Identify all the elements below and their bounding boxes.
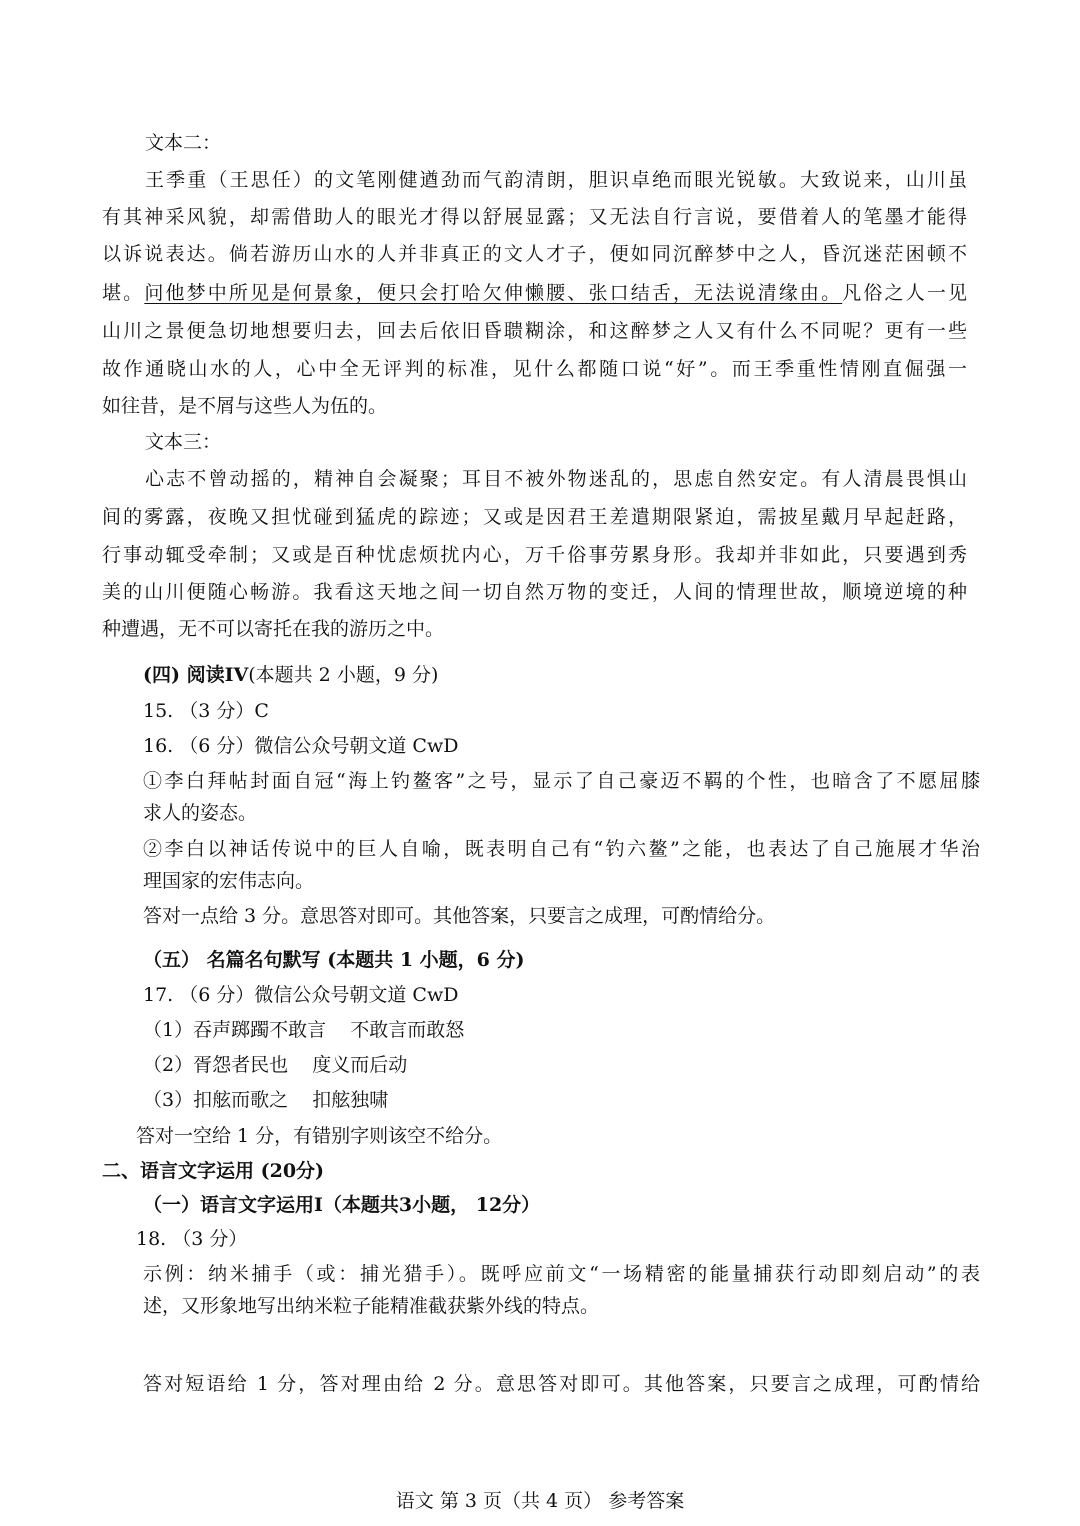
q18-example-line-2: 述，又形象地写出纳米粒子能精准截获紫外线的特点。 xyxy=(143,1295,600,1317)
section5-title-bold: （五） 名篇名句默写 xyxy=(143,949,321,971)
q16-answer-2-line-2: 理国家的宏伟志向。 xyxy=(143,870,315,892)
section4-title-note: (本题共 2 小题，9 分) xyxy=(248,664,439,686)
text2-line-1: 王季重（王思任）的文笔刚健遒劲而气韵清朗，胆识卓绝而眼光锐敏。大致说来，山川虽 xyxy=(145,169,967,191)
section4-title-bold: (四) 阅读IV xyxy=(143,664,249,686)
q16-header: 16. （6 分）微信公众号朝文道 CwD xyxy=(143,735,459,757)
text2-line-4-start: 堪。 xyxy=(102,282,145,304)
q17-scoring: 答对一空给 1 分，有错别字则该空不给分。 xyxy=(136,1125,503,1147)
text3-line-2: 间的雾露，夜晚又担忧碰到猛虎的踪迹；又或是因君王差遣期限紧迫，需披星戴月早起赶路， xyxy=(102,506,967,528)
underlined-sentence: 问他梦中所见是何景象，便只会打哈欠伸懒腰、张口结舌，无法说清缘由。 xyxy=(144,282,843,304)
section4-title xyxy=(143,666,438,685)
text2-line-2: 有其神采风貌，却需借助人的眼光才得以舒展显露；又无法自行言说，要借着人的笔墨才能得 xyxy=(102,206,967,228)
part2-title: 二、语言文字运用 (20分) xyxy=(102,1160,325,1182)
q17-answer-1: （1）吞声踯躅不敢言 不敢言而敢怒 xyxy=(143,1019,465,1041)
text3-line-3: 行事动辄受牵制；又或是百种忧虑烦扰内心，万千俗事劳累身形。我却并非如此，只要遇到秀 xyxy=(102,544,967,566)
text3-heading: 文本三： xyxy=(145,431,222,453)
page-footer: 语文 第 3 页（共 4 页） 参考答案 xyxy=(395,1490,685,1512)
text2-heading: 文本二： xyxy=(145,132,222,154)
q16-scoring: 答对一点给 3 分。意思答对即可。其他答案，只要言之成理，可酌情给分。 xyxy=(143,905,776,927)
q15-answer: 15. （3 分）C xyxy=(143,700,269,722)
text3-line-1: 心志不曾动摇的，精神自会凝聚；耳目不被外物迷乱的，思虑自然安定。有人清晨畏惧山 xyxy=(145,468,967,490)
part2-subtitle: （一）语言文字运用I（本题共3小题， 12分） xyxy=(143,1194,541,1216)
q16-answer-1-line-2: 求人的姿态。 xyxy=(143,802,258,824)
section5-title-note: (本题共 1 小题，6 分) xyxy=(320,949,525,971)
text3-line-4: 美的山川便随心畅游。我看这天地之间一切自然万物的变迁，人间的情理世故，顺境逆境的种 xyxy=(102,581,967,603)
q18-scoring: 答对短语给 1 分，答对理由给 2 分。意思答对即可。其他答案，只要言之成理，可酌情给 xyxy=(143,1373,980,1395)
text2-line-4-end: 凡俗之人一见 xyxy=(842,282,967,304)
section5-title xyxy=(143,951,525,970)
q16-answer-2-line-1: ②李白以神话传说中的巨人自喻，既表明自己有“钓六鳌”之能，也表达了自己施展才华治 xyxy=(143,838,980,860)
q17-header: 17. （6 分）微信公众号朝文道 CwD xyxy=(143,984,459,1006)
q17-answer-3: （3）扣舷而歌之 扣舷独啸 xyxy=(143,1089,389,1111)
text2-line-4 xyxy=(102,284,967,303)
q18-example-line-1: 示例：纳米捕手（或：捕光猎手）。既呼应前文“一场精密的能量捕获行动即刻启动”的表 xyxy=(143,1263,980,1285)
q17-answer-2: （2）胥怨者民也 度义而后动 xyxy=(143,1054,408,1076)
text2-line-3: 以诉说表达。倘若游历山水的人并非真正的文人才子，便如同沉醉梦中之人，昏沉迷茫困顿不 xyxy=(102,243,967,265)
q16-answer-1-line-1: ①李白拜帖封面自冠“海上钓鳌客”之号，显示了自己豪迈不羁的个性，也暗含了不愿屈膝 xyxy=(143,770,980,792)
text2-line-7: 如往昔，是不屑与这些人为伍的。 xyxy=(102,395,388,417)
text2-line-5: 山川之景便急切地想要归去，回去后依旧昏聩糊涂，和这醉梦之人又有什么不同呢？更有一些 xyxy=(102,320,967,342)
text2-line-6: 故作通晓山水的人，心中全无评判的标准，见什么都随口说“好”。而王季重性情刚直倔强一 xyxy=(102,358,967,380)
q18-header: 18. （3 分） xyxy=(136,1228,248,1250)
text3-line-5: 种遭遇，无不可以寄托在我的游历之中。 xyxy=(102,618,445,640)
